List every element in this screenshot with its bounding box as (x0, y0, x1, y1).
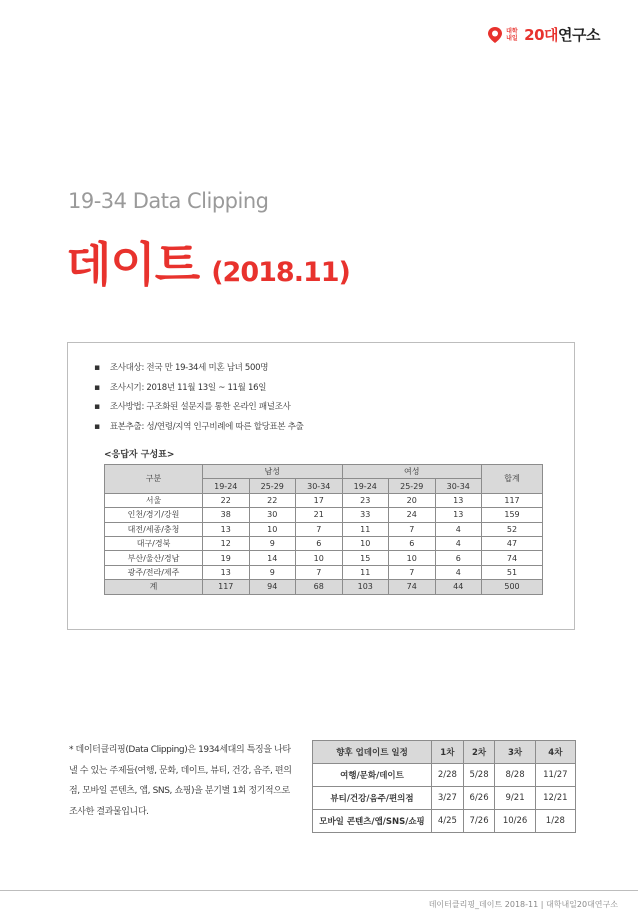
date-cell: 7/26 (463, 810, 495, 833)
age-header: 30-34 (435, 479, 482, 493)
region-cell: 서울 (105, 493, 203, 507)
title-date: (2018.11) (211, 257, 350, 288)
value-cell: 30 (249, 508, 296, 522)
survey-info-list (94, 361, 304, 439)
table-row (105, 522, 543, 536)
female-header: 여성 (342, 465, 482, 479)
table-row (105, 536, 543, 550)
schedule-header: 2차 (463, 741, 495, 764)
age-header: 25-29 (249, 479, 296, 493)
date-cell: 4/25 (432, 810, 464, 833)
col-group-header: 구분 (105, 465, 203, 494)
value-cell: 7 (296, 565, 343, 579)
survey-bullet: ▪ 표본추출: 성/연령/지역 인구비례에 따른 할당표본 추출 (94, 420, 304, 440)
value-cell: 117 (482, 493, 543, 507)
value-cell: 7 (296, 522, 343, 536)
date-cell: 6/26 (463, 787, 495, 810)
value-cell: 17 (296, 493, 343, 507)
date-cell: 10/26 (495, 810, 535, 833)
value-cell: 9 (249, 536, 296, 550)
topic-cell: 뷰티/건강/음주/편의점 (313, 787, 432, 810)
value-cell: 6 (389, 536, 436, 550)
value-cell: 7 (389, 565, 436, 579)
schedule-header: 4차 (535, 741, 575, 764)
value-cell: 20 (389, 493, 436, 507)
age-header: 25-29 (389, 479, 436, 493)
survey-bullet: ▪ 조사시기: 2018년 11월 13일 ~ 11월 16일 (94, 381, 304, 401)
total-cell: 68 (296, 580, 343, 594)
value-cell: 22 (203, 493, 250, 507)
data-clipping-note: * 데이터클리핑(Data Clipping)은 1934세대의 특징을 나타낼 수 있는 주제들(여행, 문화, 데이트, 뷰티, 건강, 음주, 편의점, 모바일 콘텐츠, 앱, SNS, 쇼핑)을 분기별 1회 정기적으로 조사한 결과물입니다. (69, 745, 292, 817)
topic-cell: 여행/문화/데이트 (313, 764, 432, 787)
value-cell: 13 (435, 493, 482, 507)
survey-box (67, 342, 575, 630)
region-cell: 대전/세종/충청 (105, 522, 203, 536)
value-cell: 33 (342, 508, 389, 522)
total-cell: 117 (203, 580, 250, 594)
value-cell: 4 (435, 522, 482, 536)
male-header: 남성 (203, 465, 343, 479)
value-cell: 15 (342, 551, 389, 565)
total-cell: 74 (389, 580, 436, 594)
value-cell: 51 (482, 565, 543, 579)
region-cell: 인천/경기/강원 (105, 508, 203, 522)
value-cell: 13 (203, 522, 250, 536)
age-header: 19-24 (203, 479, 250, 493)
date-cell: 12/21 (535, 787, 575, 810)
value-cell: 22 (249, 493, 296, 507)
survey-bullet: ▪ 조사방법: 구조화된 설문지를 통한 온라인 패널조사 (94, 400, 304, 420)
value-cell: 21 (296, 508, 343, 522)
footer: 데이터클리핑_데이트 2018-11 | 대학내일20대연구소 (428, 900, 618, 909)
value-cell: 12 (203, 536, 250, 550)
topic-cell: 모바일 콘텐츠/앱/SNS/쇼핑 (313, 810, 432, 833)
value-cell: 10 (342, 536, 389, 550)
schedule-header: 향후 업데이트 일정 (313, 741, 432, 764)
value-cell: 10 (296, 551, 343, 565)
age-header: 19-24 (342, 479, 389, 493)
region-cell: 광주/전라/제주 (105, 565, 203, 579)
date-cell: 3/27 (432, 787, 464, 810)
survey-bullet: ▪ 조사대상: 전국 만 19-34세 미혼 남녀 500명 (94, 361, 304, 381)
table-row (313, 787, 576, 810)
value-cell: 38 (203, 508, 250, 522)
table-row (105, 565, 543, 579)
schedule-header: 1차 (432, 741, 464, 764)
date-cell: 11/27 (535, 764, 575, 787)
value-cell: 7 (389, 522, 436, 536)
value-cell: 4 (435, 565, 482, 579)
total-cell: 500 (482, 580, 543, 594)
logo-brand-number: 20대 (524, 26, 559, 44)
table-row (105, 508, 543, 522)
table-row (105, 493, 543, 507)
value-cell: 14 (249, 551, 296, 565)
location-pin-icon (488, 27, 502, 43)
age-header: 30-34 (296, 479, 343, 493)
table-row (313, 810, 576, 833)
logo-brand (524, 24, 600, 45)
schedule-header: 3차 (495, 741, 535, 764)
title-main: 데이트 (66, 238, 200, 293)
value-cell: 6 (435, 551, 482, 565)
total-cell: 44 (435, 580, 482, 594)
total-header: 합계 (482, 465, 543, 494)
date-cell: 5/28 (463, 764, 495, 787)
value-cell: 11 (342, 522, 389, 536)
region-cell: 대구/경북 (105, 536, 203, 550)
logo (488, 24, 600, 45)
logo-brand-rest: 연구소 (558, 26, 600, 44)
logo-small-text: 대학내일 (506, 27, 518, 42)
date-cell: 2/28 (432, 764, 464, 787)
value-cell: 23 (342, 493, 389, 507)
region-cell: 부산/울산/경남 (105, 551, 203, 565)
value-cell: 19 (203, 551, 250, 565)
respondent-table (104, 464, 543, 595)
table-caption: <응답자 구성표> (104, 450, 175, 460)
update-schedule-table (312, 740, 576, 833)
date-cell: 1/28 (535, 810, 575, 833)
value-cell: 10 (249, 522, 296, 536)
value-cell: 52 (482, 522, 543, 536)
kicker: 19-34 Data Clipping (68, 189, 269, 213)
value-cell: 47 (482, 536, 543, 550)
table-row (105, 551, 543, 565)
total-cell: 94 (249, 580, 296, 594)
date-cell: 8/28 (495, 764, 535, 787)
value-cell: 74 (482, 551, 543, 565)
date-cell: 9/21 (495, 787, 535, 810)
value-cell: 9 (249, 565, 296, 579)
page-title (66, 228, 350, 295)
value-cell: 24 (389, 508, 436, 522)
value-cell: 6 (296, 536, 343, 550)
value-cell: 13 (435, 508, 482, 522)
value-cell: 11 (342, 565, 389, 579)
value-cell: 13 (203, 565, 250, 579)
footer-divider (0, 890, 638, 891)
table-row (313, 764, 576, 787)
total-label: 계 (105, 580, 203, 594)
value-cell: 10 (389, 551, 436, 565)
total-row (105, 580, 543, 594)
total-cell: 103 (342, 580, 389, 594)
value-cell: 4 (435, 536, 482, 550)
value-cell: 159 (482, 508, 543, 522)
